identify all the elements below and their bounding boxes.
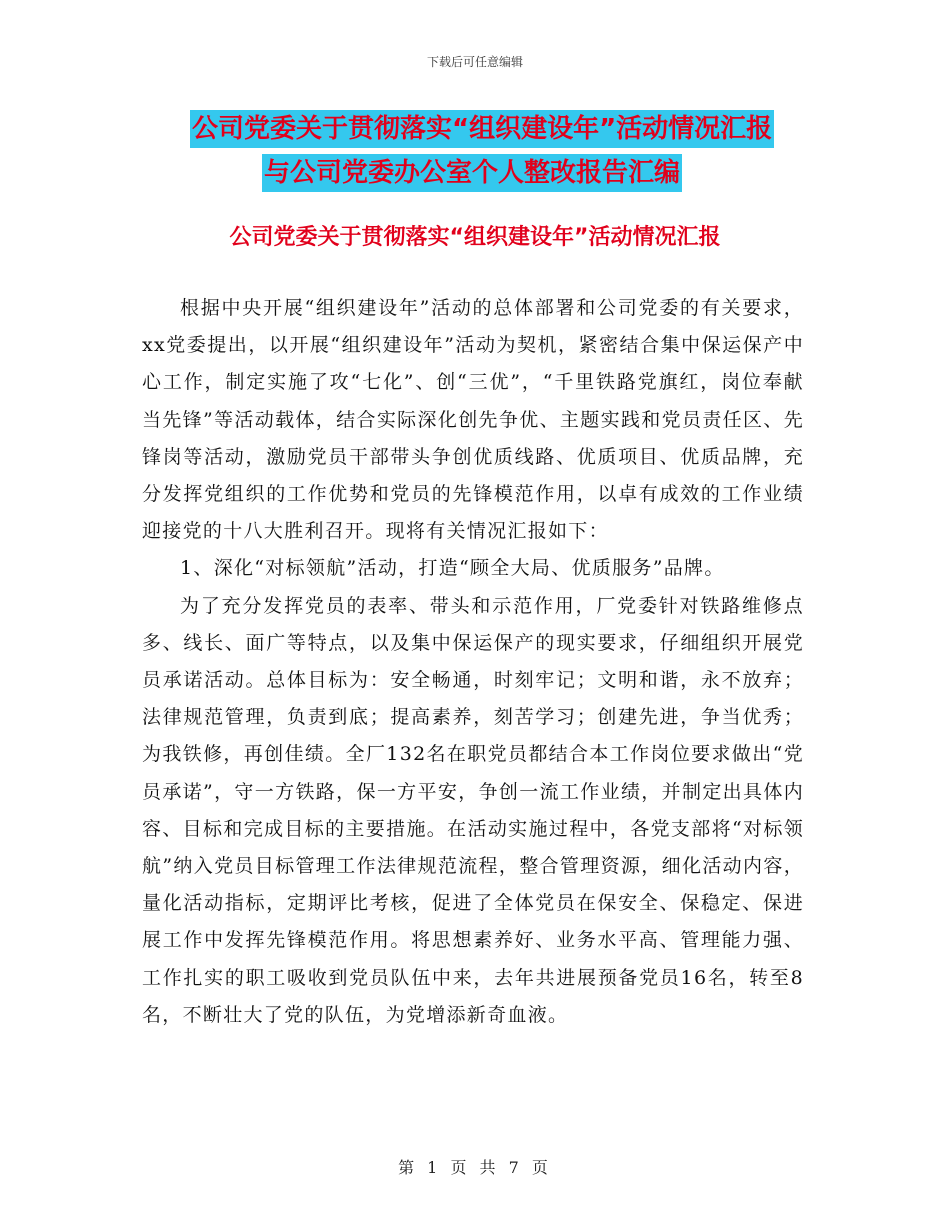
page-number-footer: 第 1 页 共 7 页 xyxy=(398,1158,552,1177)
header-note: 下载后可任意编辑 xyxy=(426,55,523,69)
paragraph-intro: 根据中央开展“组织建设年”活动的总体部署和公司党委的有关要求，xx党委提出，以开展“组织建设年”活动为契机，紧密结合集中保运保产中心工作，制定实施了攻“七化”、创“三优”，“千里铁路党旗红，岗位奉献当先锋”等活动载体，结合实际深化创先争优、主题实践和党员责任区、先锋岗等活动，激励党员干部带头争创优质线路、优质项目、优质品牌，充分发挥党组织的工作优势和党员的先锋模范作用，以卓有成效的工作业绩迎接党的十八大胜利召开。现将有关情况汇报如下： xyxy=(142,297,804,543)
body-text xyxy=(142,290,804,1034)
section-heading: 公司党委关于贯彻落实“组织建设年”活动情况汇报 xyxy=(229,225,721,250)
paragraph-item-1-heading: 1、深化“对标领航”活动，打造“顾全大局、优质服务”品牌。 xyxy=(180,557,725,580)
paragraph-item-1-body: 为了充分发挥党员的表率、带头和示范作用，厂党委针对铁路维修点多、线长、面广等特点，以及集中保运保产的现实要求，仔细组织开展党员承诺活动。总体目标为：安全畅通，时刻牢记；文明和谐，永不放弃；法律规范管理，负责到底；提高素养，刻苦学习；创建先进，争当优秀；为我铁修，再创佳绩。全厂132名在职党员都结合本工作岗位要求做出“党员承诺”，守一方铁路，保一方平安，争创一流工作业绩，并制定出具体内容、目标和完成目标的主要措施。在活动实施过程中，各党支部将“对标领航”纳入党员目标管理工作法律规范流程，整合管理资源，细化活动内容，量化活动指标，定期评比考核，促进了全体党员在保安全、保稳定、保进展工作中发挥先锋模范作用。将思想素养好、业务水平高、管理能力强、工作扎实的职工吸收到党员队伍中来，去年共进展预备党员16名，转至8名，不断壮大了党的队伍，为党增添新奇血液。 xyxy=(142,594,804,1026)
title-line-2: 与公司党委办公室个人整改报告汇编 xyxy=(262,154,682,192)
document-title xyxy=(140,110,820,192)
title-line-1: 公司党委关于贯彻落实“组织建设年”活动情况汇报 xyxy=(190,110,774,148)
